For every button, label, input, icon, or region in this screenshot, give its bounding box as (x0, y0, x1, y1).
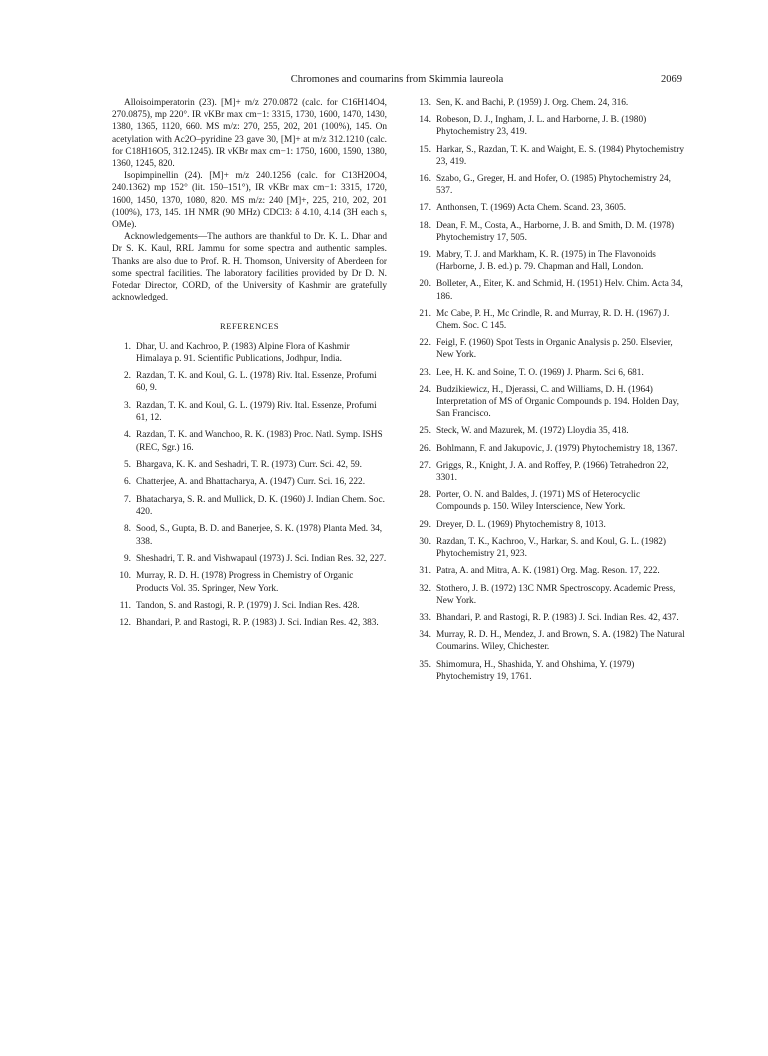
reference-number: 27. (419, 460, 431, 471)
reference-text: Porter, O. N. and Baldes, J. (1971) MS of Heterocyclic Compounds p. 150. Wiley Interscience, New York. (436, 490, 641, 513)
reference-item (112, 600, 387, 612)
reference-text: Steck, W. and Mazurek, M. (1972) Lloydia 35, 418. (436, 426, 629, 437)
reference-item (412, 460, 686, 484)
reference-text: Patra, A. and Mitra, A. K. (1981) Org. Mag. Reson. 17, 222. (436, 566, 660, 577)
reference-text: Sood, S., Gupta, B. D. and Banerjee, S. K. (1978) Planta Med. 34, 338. (136, 524, 383, 547)
reference-item (112, 570, 387, 594)
reference-text: Shimomura, H., Shashida, Y. and Ohshima, Y. (1979) Phytochemistry 19, 1761. (436, 659, 635, 682)
reference-number: 28. (419, 490, 431, 501)
reference-item (412, 629, 686, 653)
references-heading: REFERENCES (220, 321, 279, 332)
reference-text: Razdan, T. K. and Koul, G. L. (1979) Riv. Ital. Essenze, Profumi 61, 12. (136, 400, 377, 424)
reference-number: 21. (419, 308, 431, 319)
reference-item (412, 489, 686, 513)
acknowledgements: Acknowledgements—The authors are thankful to Dr. K. L. Dhar and Dr S. K. Kaul, RRL Jammu for some spectra and authentic samples. Thanks are also due to Prof. R. H. Thomson, University of Aberdeen for some spectral facilities. The laboratory facilities provided by Dr D. N. Fotedar Director, CORD, of the University of Kashmir are gratefully acknowledged. (112, 232, 387, 304)
reference-number: 20. (419, 279, 431, 290)
reference-number: 3. (124, 400, 131, 411)
reference-item (412, 97, 686, 109)
reference-number: 31. (419, 566, 431, 577)
reference-number: 4. (124, 430, 131, 441)
reference-number: 26. (419, 443, 431, 454)
reference-number: 32. (419, 583, 431, 594)
page-number: 2069 (661, 74, 682, 85)
reference-number: 6. (124, 477, 131, 488)
reference-item (412, 220, 686, 244)
reference-text: Bohlmann, F. and Jakupovic, J. (1979) Phytochemistry 18, 1367. (436, 443, 678, 454)
reference-item (412, 278, 686, 302)
reference-item (412, 202, 686, 214)
reference-number: 35. (419, 659, 431, 670)
reference-text: Bhandari, P. and Rastogi, R. P. (1983) J. Sci. Indian Res. 42, 437. (436, 612, 679, 623)
reference-item (412, 308, 686, 332)
compound-23-paragraph: Alloisoimperatorin (23). [M]+ m/z 270.0872 (calc. for C16H14O4, 270.0875), mp 220°. IR νKBr max cm−1: 3315, 1730, 1600, 1470, 1430, 1380, 1365, 1120, 660. MS m/z: 270, 255, 202, 201 (100%), 145. On acetylation with Ac2O–pyridine 23 gave 30, [M]+ at m/z 312.1210 (calc. for C18H16O5, 312.1245). IR νKBr max cm−1: 1750, 1600, 1590, 1380, 1360, 1245, 820. (112, 98, 387, 170)
reference-item (112, 459, 387, 471)
reference-number: 13. (419, 98, 431, 108)
reference-text: Dean, F. M., Costa, A., Harborne, J. B. and Smith, D. M. (1978) Phytochemistry 17, 505. (436, 220, 675, 243)
reference-number: 14. (419, 115, 431, 126)
reference-item (412, 425, 686, 437)
reference-item (112, 370, 387, 394)
reference-item (412, 144, 686, 168)
references-list-left (112, 341, 387, 630)
reference-item (412, 173, 686, 197)
reference-text: Bhatacharya, S. R. and Mullick, D. K. (1960) J. Indian Chem. Soc. 420. (136, 494, 385, 518)
reference-item (112, 429, 387, 453)
reference-item (412, 612, 686, 624)
reference-text: Harkar, S., Razdan, T. K. and Waight, E. S. (1984) Phytochemistry 23, 419. (436, 144, 685, 167)
reference-text: Lee, H. K. and Soine, T. O. (1969) J. Pharm. Sci 6, 681. (436, 367, 644, 378)
reference-item (412, 443, 686, 455)
reference-number: 23. (419, 367, 431, 378)
reference-number: 9. (124, 554, 131, 564)
reference-text: Chatterjee, A. and Bhattacharya, A. (1947) Curr. Sci. 16, 222. (136, 477, 366, 488)
reference-number: 16. (419, 174, 431, 185)
page-header (110, 74, 684, 90)
reference-item (412, 536, 686, 560)
reference-text: Murray, R. D. H., Mendez, J. and Brown, S. A. (1982) The Natural Coumarins. Wiley, Chichester. (436, 630, 685, 653)
reference-number: 8. (124, 524, 131, 535)
reference-number: 11. (119, 600, 131, 611)
reference-item (412, 659, 686, 683)
reference-text: Mabry, T. J. and Markham, K. R. (1975) in The Flavonoids (Harborne, J. B. ed.) p. 79. Chapman and Hall, London. (436, 250, 656, 273)
reference-text: Griggs, R., Knight, J. A. and Roffey, P. (1966) Tetrahedron 22, 3301. (436, 460, 669, 484)
reference-text: Mc Cabe, P. H., Mc Crindle, R. and Murray, R. D. H. (1967) J. Chem. Soc. C 145. (436, 308, 670, 332)
reference-text: Bhandari, P. and Rastogi, R. P. (1983) J. Sci. Indian Res. 42, 383. (136, 618, 379, 629)
reference-item (412, 337, 686, 361)
compound-24-paragraph: Isopimpinellin (24). [M]+ m/z 240.1256 (calc. for C13H20O4, 240.1362) mp 152° (lit. 150–151°), IR νKBr max cm−1: 3315, 1720, 1600, 1450, 1370, 1080, 820. MS m/z: 240 [M]+, 225, 210, 202, 201 (100%), 173, 145. 1H NMR (90 MHz) CDCl3: δ 4.10, 4.14 (3H each s, OMe). (112, 171, 387, 231)
reference-text: Razdan, T. K. and Koul, G. L. (1978) Riv. Ital. Essenze, Profumi 60, 9. (136, 371, 377, 394)
reference-number: 25. (419, 426, 431, 437)
reference-number: 5. (124, 460, 131, 471)
reference-number: 29. (419, 519, 431, 530)
reference-number: 33. (419, 612, 431, 623)
reference-text: Budzikiewicz, H., Djerassi, C. and Williams, D. H. (1964) Interpretation of MS of Organic Compounds p. 194. Holden Day, San Francisco. (436, 384, 679, 420)
reference-item (112, 553, 387, 565)
reference-number: 17. (419, 203, 431, 214)
reference-item (112, 400, 387, 424)
reference-item (112, 494, 387, 518)
reference-number: 34. (419, 630, 431, 641)
reference-item (412, 583, 686, 607)
reference-item (112, 476, 387, 488)
running-title: Chromones and coumarins from Skimmia laureola (290, 74, 504, 85)
reference-text: Razdan, T. K. and Wanchoo, R. K. (1983) Proc. Natl. Symp. ISHS (REC, Sgr.) 16. (136, 430, 383, 453)
reference-text: Feigl, F. (1960) Spot Tests in Organic Analysis p. 250. Elsevier, New York. (436, 338, 673, 361)
reference-text: Sen, K. and Bachi, P. (1959) J. Org. Chem. 24, 316. (436, 98, 629, 108)
reference-number: 10. (119, 571, 131, 582)
reference-number: 2. (124, 371, 131, 382)
left-column (112, 97, 387, 635)
reference-text: Sheshadri, T. R. and Vishwapaul (1973) J. Sci. Indian Res. 32, 227. (136, 554, 387, 564)
reference-number: 7. (124, 494, 131, 505)
reference-text: Murray, R. D. H. (1978) Progress in Chemistry of Organic Products Vol. 35. Springer, New York. (136, 571, 354, 594)
reference-item (412, 114, 686, 138)
reference-text: Szabo, G., Greger, H. and Hofer, O. (1985) Phytochemistry 24, 537. (436, 174, 671, 197)
reference-number: 24. (419, 384, 431, 395)
reference-text: Anthonsen, T. (1969) Acta Chem. Scand. 23, 3605. (436, 203, 626, 214)
reference-item (112, 523, 387, 547)
reference-item (112, 341, 387, 365)
reference-item (412, 519, 686, 531)
reference-text: Bhargava, K. K. and Seshadri, T. R. (1973) Curr. Sci. 42, 59. (136, 460, 362, 471)
reference-text: Bolleter, A., Eiter, K. and Schmid, H. (1951) Helv. Chim. Acta 34, 186. (436, 279, 683, 302)
reference-item (112, 617, 387, 629)
reference-text: Dreyer, D. L. (1969) Phytochemistry 8, 1013. (436, 519, 606, 530)
reference-item (412, 249, 686, 273)
reference-number: 12. (119, 618, 131, 629)
reference-text: Razdan, T. K., Kachroo, V., Harkar, S. and Koul, G. L. (1982) Phytochemistry 21, 923. (436, 536, 667, 560)
reference-number: 30. (419, 536, 431, 547)
reference-number: 18. (419, 220, 431, 231)
reference-text: Stothero, J. B. (1972) 13C NMR Spectroscopy. Academic Press, New York. (436, 583, 676, 606)
references-list-right (412, 97, 686, 683)
reference-item (412, 384, 686, 421)
reference-number: 22. (419, 338, 431, 349)
reference-text: Tandon, S. and Rastogi, R. P. (1979) J. Sci. Indian Res. 428. (136, 600, 360, 611)
reference-item (412, 367, 686, 379)
reference-item (412, 565, 686, 577)
reference-text: Dhar, U. and Kachroo, P. (1983) Alpine Flora of Kashmir Himalaya p. 91. Scientific Publications, Jodhpur, India. (136, 341, 350, 364)
reference-number: 1. (124, 341, 131, 352)
reference-text: Robeson, D. J., Ingham, J. L. and Harborne, J. B. (1980) Phytochemistry 23, 419. (436, 115, 647, 138)
reference-number: 15. (419, 144, 431, 155)
reference-number: 19. (419, 250, 431, 261)
right-column (412, 97, 686, 688)
